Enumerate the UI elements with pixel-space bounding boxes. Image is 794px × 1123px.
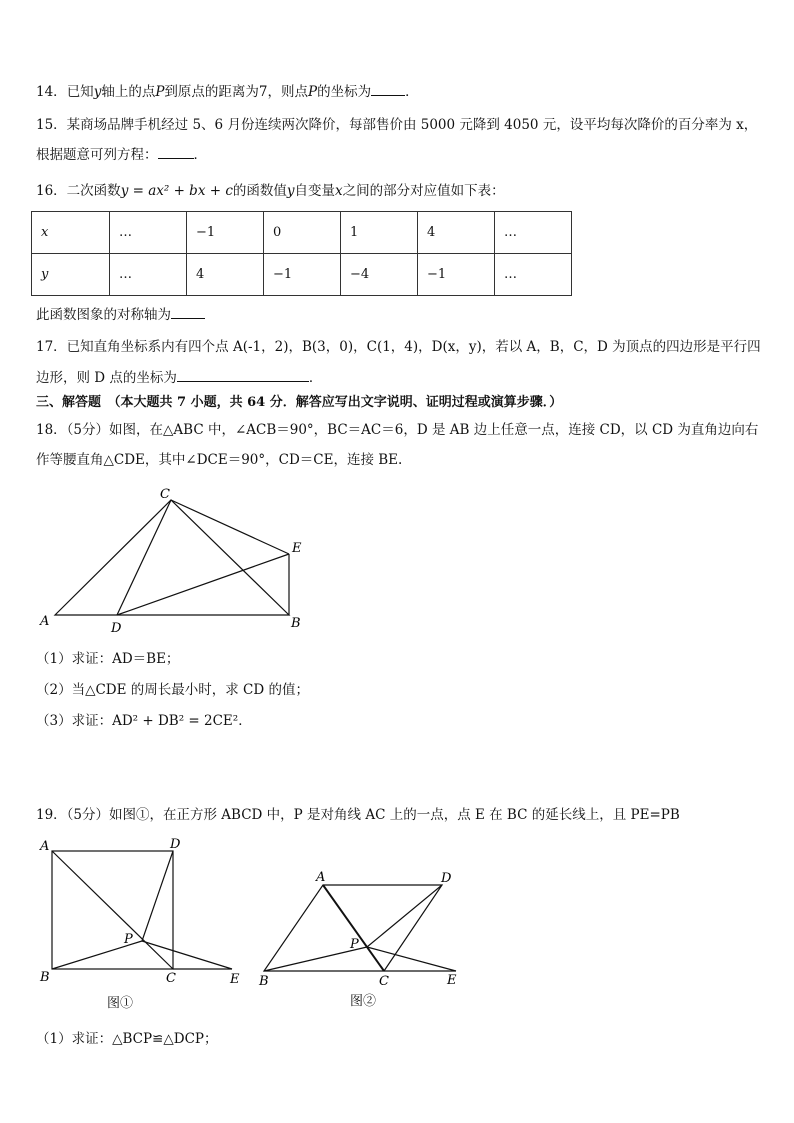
figure-2-caption: 图② xyxy=(350,994,377,1009)
triangle-abc xyxy=(55,500,289,615)
question-17-line-1: 17．已知直角坐标系内有四个点 A(-1，2)，B(3，0)，C(1，4)，D(x，y)，若以 A，B，C，D 为顶点的四边形是平行四 xyxy=(36,339,761,355)
label-e: E xyxy=(230,972,240,987)
label-b: B xyxy=(259,974,269,989)
label-c: C xyxy=(160,487,170,502)
label-b: B xyxy=(40,970,50,985)
label-p: P xyxy=(124,932,133,947)
segment-dp xyxy=(142,851,173,941)
label-e: E xyxy=(292,541,302,556)
label-p: P xyxy=(350,937,359,952)
question-18-part-1: （1）求证：AD＝BE； xyxy=(36,651,180,667)
segment-dp xyxy=(367,885,442,947)
answer-blank xyxy=(171,306,205,319)
question-19-part-1: （1）求证：△BCP≌△DCP； xyxy=(36,1031,218,1047)
figure-2-parallelogram xyxy=(250,865,470,995)
label-d: D xyxy=(111,621,122,636)
segment-de xyxy=(117,554,289,615)
question-16-axis: 此函数图象的对称轴为 xyxy=(36,306,205,324)
question-19-line-1: 19．（5分）如图①，在正方形 ABCD 中，P 是对角线 AC 上的一点，点 E 在 BC 的延长线上，且 PE=PB xyxy=(36,807,680,823)
diagonal-ac xyxy=(323,885,384,971)
question-15-line-1: 15．某商场品牌手机经过 5、6 月份连续两次降价，每部售价由 5000 元降到 4050 元，设平均每次降价的百分率为 x， xyxy=(36,117,758,133)
label-c: C xyxy=(166,971,176,986)
value-table xyxy=(31,211,572,296)
segment-cd xyxy=(117,500,171,615)
label-a: A xyxy=(316,870,326,885)
table-row: y … 4 −1 −4 −1 … xyxy=(32,254,572,296)
question-18-part-3: （3）求证：AD² + DB² = 2CE²． xyxy=(36,713,252,729)
diagonal-ac xyxy=(52,851,173,969)
segment-ce xyxy=(171,500,289,554)
question-18-line-1: 18．（5分）如图，在△ABC 中，∠ACB＝90°，BC＝AC＝6，D 是 AB 边上任意一点，连接 CD，以 CD 为直角边向右 xyxy=(36,422,759,438)
answer-blank xyxy=(371,83,405,96)
question-18-part-2: （2）当△CDE 的周长最小时，求 CD 的值； xyxy=(36,682,310,698)
section-title: 三、解答题 （本大题共 7 小题，共 64 分．解答应写出文字说明、证明过程或演算步骤．） xyxy=(36,395,563,410)
label-d: D xyxy=(170,837,181,852)
question-17-line-2: 边形，则 D 点的坐标为 ． xyxy=(36,370,323,386)
label-d: D xyxy=(441,871,452,886)
figure-1-square xyxy=(0,835,250,990)
label-c: C xyxy=(379,974,389,989)
question-14: 14．已知y轴上的点P到原点的距离为7，则点P的坐标为 ． xyxy=(36,84,419,100)
figure-1-caption: 图① xyxy=(107,996,134,1011)
figure-triangle-cde xyxy=(0,480,330,640)
answer-blank xyxy=(177,369,309,382)
label-a: A xyxy=(40,614,50,629)
question-15-line-2: 根据题意可列方程： ． xyxy=(36,147,207,163)
label-b: B xyxy=(291,616,301,631)
answer-blank xyxy=(158,146,194,159)
label-e: E xyxy=(447,973,457,988)
label-a: A xyxy=(40,839,50,854)
segment-pe xyxy=(142,941,232,969)
table-row: x … −1 0 1 4 … xyxy=(32,212,572,254)
question-18-line-2: 作等腰直角△CDE，其中∠DCE＝90°，CD＝CE，连接 BE. xyxy=(36,452,403,468)
question-16: 16．二次函数y = ax² + bx + c的函数值y自变量x之间的部分对应值如下表： xyxy=(36,183,505,199)
